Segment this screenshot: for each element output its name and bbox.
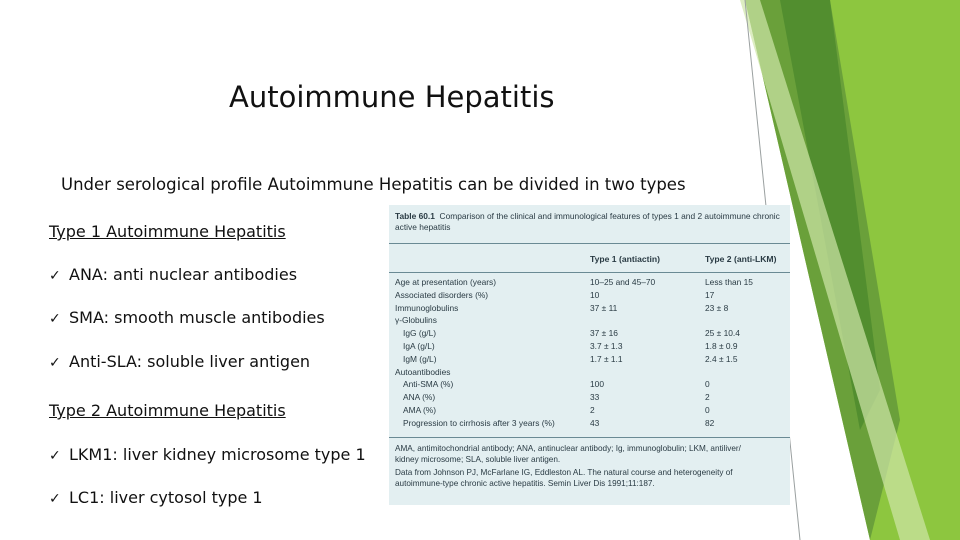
cell-type1: 43 bbox=[590, 417, 600, 428]
table-row bbox=[389, 303, 790, 314]
check-icon: ✓ bbox=[49, 355, 61, 371]
table-row bbox=[389, 315, 790, 326]
check-icon: ✓ bbox=[49, 268, 61, 284]
cell-type2: 0 bbox=[705, 379, 710, 390]
cell-type1: 10–25 and 45–70 bbox=[590, 277, 656, 287]
bullet-text: SMA: smooth muscle antibodies bbox=[69, 308, 325, 327]
table-caption bbox=[395, 211, 785, 233]
row-label: Progression to cirrhosis after 3 years (%) bbox=[403, 417, 555, 428]
bullet-text: Anti-SLA: soluble liver antigen bbox=[69, 352, 311, 371]
bullet-text: LC1: liver cytosol type 1 bbox=[69, 488, 263, 507]
cell-type1: 37 ± 16 bbox=[590, 328, 618, 339]
row-label: IgM (g/L) bbox=[403, 353, 437, 364]
slide-subtitle: Under serological profile Autoimmune Hepatitis can be divided in two types bbox=[61, 175, 686, 194]
table-row bbox=[389, 418, 790, 429]
cell-type2: 82 bbox=[705, 417, 715, 428]
cell-type2: 2.4 ± 1.5 bbox=[705, 353, 738, 364]
cell-type2: Less than 15 bbox=[705, 277, 753, 287]
table-header-type1: Type 1 (antiactin) bbox=[590, 254, 661, 264]
row-label: AMA (%) bbox=[403, 405, 437, 415]
type1-bullet bbox=[49, 308, 325, 327]
cell-type2: 25 ± 10.4 bbox=[705, 328, 740, 339]
row-label: Anti-SMA (%) bbox=[403, 379, 454, 390]
table-caption-text: Comparison of the clinical and immunological features of types 1 and 2 autoimmune chronic active hepatitis bbox=[395, 211, 780, 232]
table-row bbox=[389, 367, 790, 378]
cell-type1: 3.7 ± 1.3 bbox=[590, 341, 623, 351]
row-label: Age at presentation (years) bbox=[395, 277, 497, 287]
type1-heading: Type 1 Autoimmune Hepatitis bbox=[49, 222, 286, 241]
type1-bullet bbox=[49, 265, 297, 284]
table-row bbox=[389, 392, 790, 403]
row-label: Autoantibodies bbox=[395, 366, 451, 377]
footnote-line: AMA, antimitochondrial antibody; ANA, antinuclear antibody; Ig, immunoglobulin; LKM, antiliver/ bbox=[395, 444, 741, 453]
table-row bbox=[389, 354, 790, 365]
type2-bullet bbox=[49, 445, 366, 464]
table-row bbox=[389, 277, 790, 288]
type1-bullet bbox=[49, 352, 310, 371]
cell-type1: 100 bbox=[590, 379, 604, 390]
footnote-line: kidney microsome; SLA, soluble liver antigen. bbox=[395, 454, 561, 464]
check-icon: ✓ bbox=[49, 311, 61, 327]
cell-type2: 2 bbox=[705, 392, 710, 403]
table-row bbox=[389, 328, 790, 339]
table-footnote bbox=[389, 437, 790, 488]
row-label: IgG (g/L) bbox=[403, 328, 437, 339]
cell-type1: 33 bbox=[590, 392, 600, 403]
row-label: γ-Globulins bbox=[395, 315, 437, 326]
row-label: ANA (%) bbox=[403, 392, 436, 403]
table-header-row bbox=[389, 243, 790, 273]
bullet-text: ANA: anti nuclear antibodies bbox=[69, 265, 298, 284]
row-label: IgA (g/L) bbox=[403, 341, 435, 351]
type2-bullet bbox=[49, 488, 263, 507]
cell-type2: 23 ± 8 bbox=[705, 302, 729, 313]
table-row bbox=[389, 379, 790, 390]
table-row bbox=[389, 341, 790, 352]
row-label: Immunoglobulins bbox=[395, 302, 459, 313]
comparison-table bbox=[389, 205, 790, 505]
cell-type1: 37 ± 11 bbox=[590, 302, 618, 313]
type2-heading: Type 2 Autoimmune Hepatitis bbox=[49, 401, 286, 420]
cell-type1: 2 bbox=[590, 405, 595, 415]
row-label: Associated disorders (%) bbox=[395, 289, 489, 300]
cell-type2: 17 bbox=[705, 289, 715, 300]
footnote-line: autoimmune-type chronic active hepatitis. Semin Liver Dis 1991;11:187. bbox=[395, 478, 655, 488]
bullet-text: LKM1: liver kidney microsome type 1 bbox=[69, 445, 366, 464]
cell-type2: 0 bbox=[705, 405, 710, 415]
table-header-type2: Type 2 (anti-LKM) bbox=[705, 254, 777, 264]
table-row bbox=[389, 405, 790, 416]
cell-type1: 10 bbox=[590, 289, 600, 300]
table-row bbox=[389, 290, 790, 301]
check-icon: ✓ bbox=[49, 491, 61, 507]
check-icon: ✓ bbox=[49, 448, 61, 464]
table-caption-label: Table 60.1 bbox=[395, 211, 435, 221]
footnote-line: Data from Johnson PJ, McFarlane IG, Eddleston AL. The natural course and heterogeneity of bbox=[395, 468, 733, 477]
cell-type2: 1.8 ± 0.9 bbox=[705, 341, 738, 351]
cell-type1: 1.7 ± 1.1 bbox=[590, 353, 623, 364]
slide-title: Autoimmune Hepatitis bbox=[229, 80, 555, 114]
